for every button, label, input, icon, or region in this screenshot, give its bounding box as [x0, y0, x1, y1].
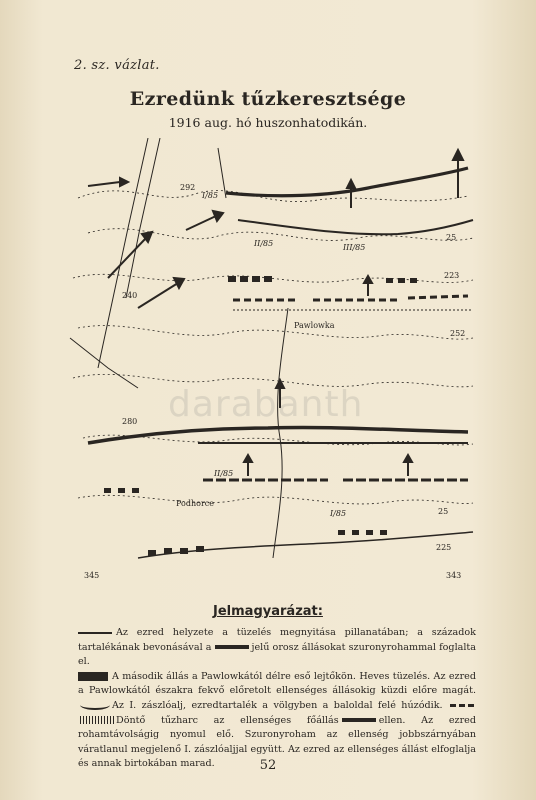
watermark: darabanth: [168, 384, 364, 425]
arc-symbol: [80, 700, 110, 710]
advance-arrow: [364, 276, 372, 296]
legend-text-1a: Az ezred helyzete a tüzelés megnyitása pillanatában; a századok tartalékának bevonásával a: [78, 627, 476, 653]
label-podhorce: Podhorce: [176, 499, 215, 508]
attack-arrow: [108, 232, 152, 278]
contour-line: [78, 326, 473, 340]
label-unit-low: II/85: [214, 469, 234, 478]
second-position-symbol: [78, 672, 108, 681]
dash-symbol: [450, 704, 474, 707]
label-225: 225: [436, 543, 452, 552]
attack-arrow: [88, 178, 128, 186]
stream-bottom: [138, 532, 473, 558]
label-pawlowka: Pawlowka: [294, 321, 335, 330]
sketch-label: 2. sz. vázlat.: [74, 58, 160, 73]
attack-arrow: [186, 211, 223, 230]
label-345: 345: [84, 571, 100, 580]
label-25-top: 25: [446, 233, 457, 242]
attack-arrow: [138, 278, 184, 308]
podhorce-village: [104, 488, 387, 556]
label-unit-mid: II/85: [254, 239, 274, 248]
advance-arrow: [453, 150, 463, 198]
legend-text-2: A második állás a Pawlowkától délre eső lejtőkön. Heves tüzelés. Az ezred a Pawlowkától északra fekvő előretolt ellenséges állásokig küzdi előre magát.: [78, 670, 476, 697]
main-position-symbol: [342, 718, 376, 722]
legend-body: [78, 626, 476, 772]
advance-arrow: [404, 455, 412, 476]
page-number: 52: [259, 758, 277, 773]
page-title: Ezredünk tűzkeresztsége: [129, 88, 407, 110]
hatched-line-symbol: [80, 716, 114, 724]
road-line: [98, 138, 148, 368]
stream-line: [70, 338, 138, 388]
label-343: 343: [446, 571, 462, 580]
position-line-1: [226, 168, 468, 196]
legend-text-2b: Az I. zászlóalj, ezredtartalék a völgyben a baloldal felé húzódik.: [112, 699, 443, 711]
battle-map: [68, 138, 478, 588]
label-280: 280: [122, 417, 138, 426]
legend-text-3: ellen. Az ezred rohamtávolságig nyomul elő. Szuronyroham az ellenség jobbszárnyában váratlanul megjelenő I. zászlóaljjal együtt. Az ezred az ellenséges állást elfoglalja és annak birtokában marad.: [78, 714, 476, 770]
label-unit-mid2: III/85: [343, 243, 366, 252]
advance-arrow: [347, 180, 355, 208]
page-subtitle: 1916 aug. hó huszonhatodikán.: [168, 115, 368, 130]
enemy-outpost-line: [233, 296, 468, 300]
label-292: 292: [180, 183, 196, 192]
label-unit-top: I/85: [202, 191, 219, 200]
stream-line: [273, 308, 288, 558]
position-line-symbol: [78, 632, 112, 634]
label-unit-low2: I/85: [330, 509, 347, 518]
position-line-1b: [238, 220, 473, 234]
position-line-3: [88, 427, 468, 443]
label-240: 240: [122, 291, 138, 300]
legend-heading: Jelmagyarázat:: [213, 604, 323, 619]
legend-text-1b: jelű orosz állásokat szuronyrohammal foglalta el.: [78, 641, 477, 668]
advance-arrow: [244, 455, 252, 476]
label-25-low: 25: [438, 507, 449, 516]
legend-text-2c: Döntő tűzharc az ellenséges főállás: [116, 714, 339, 726]
label-223: 223: [444, 271, 460, 280]
contour-line: [78, 495, 473, 504]
label-252: 252: [450, 329, 466, 338]
enemy-position-symbol: [215, 645, 249, 649]
